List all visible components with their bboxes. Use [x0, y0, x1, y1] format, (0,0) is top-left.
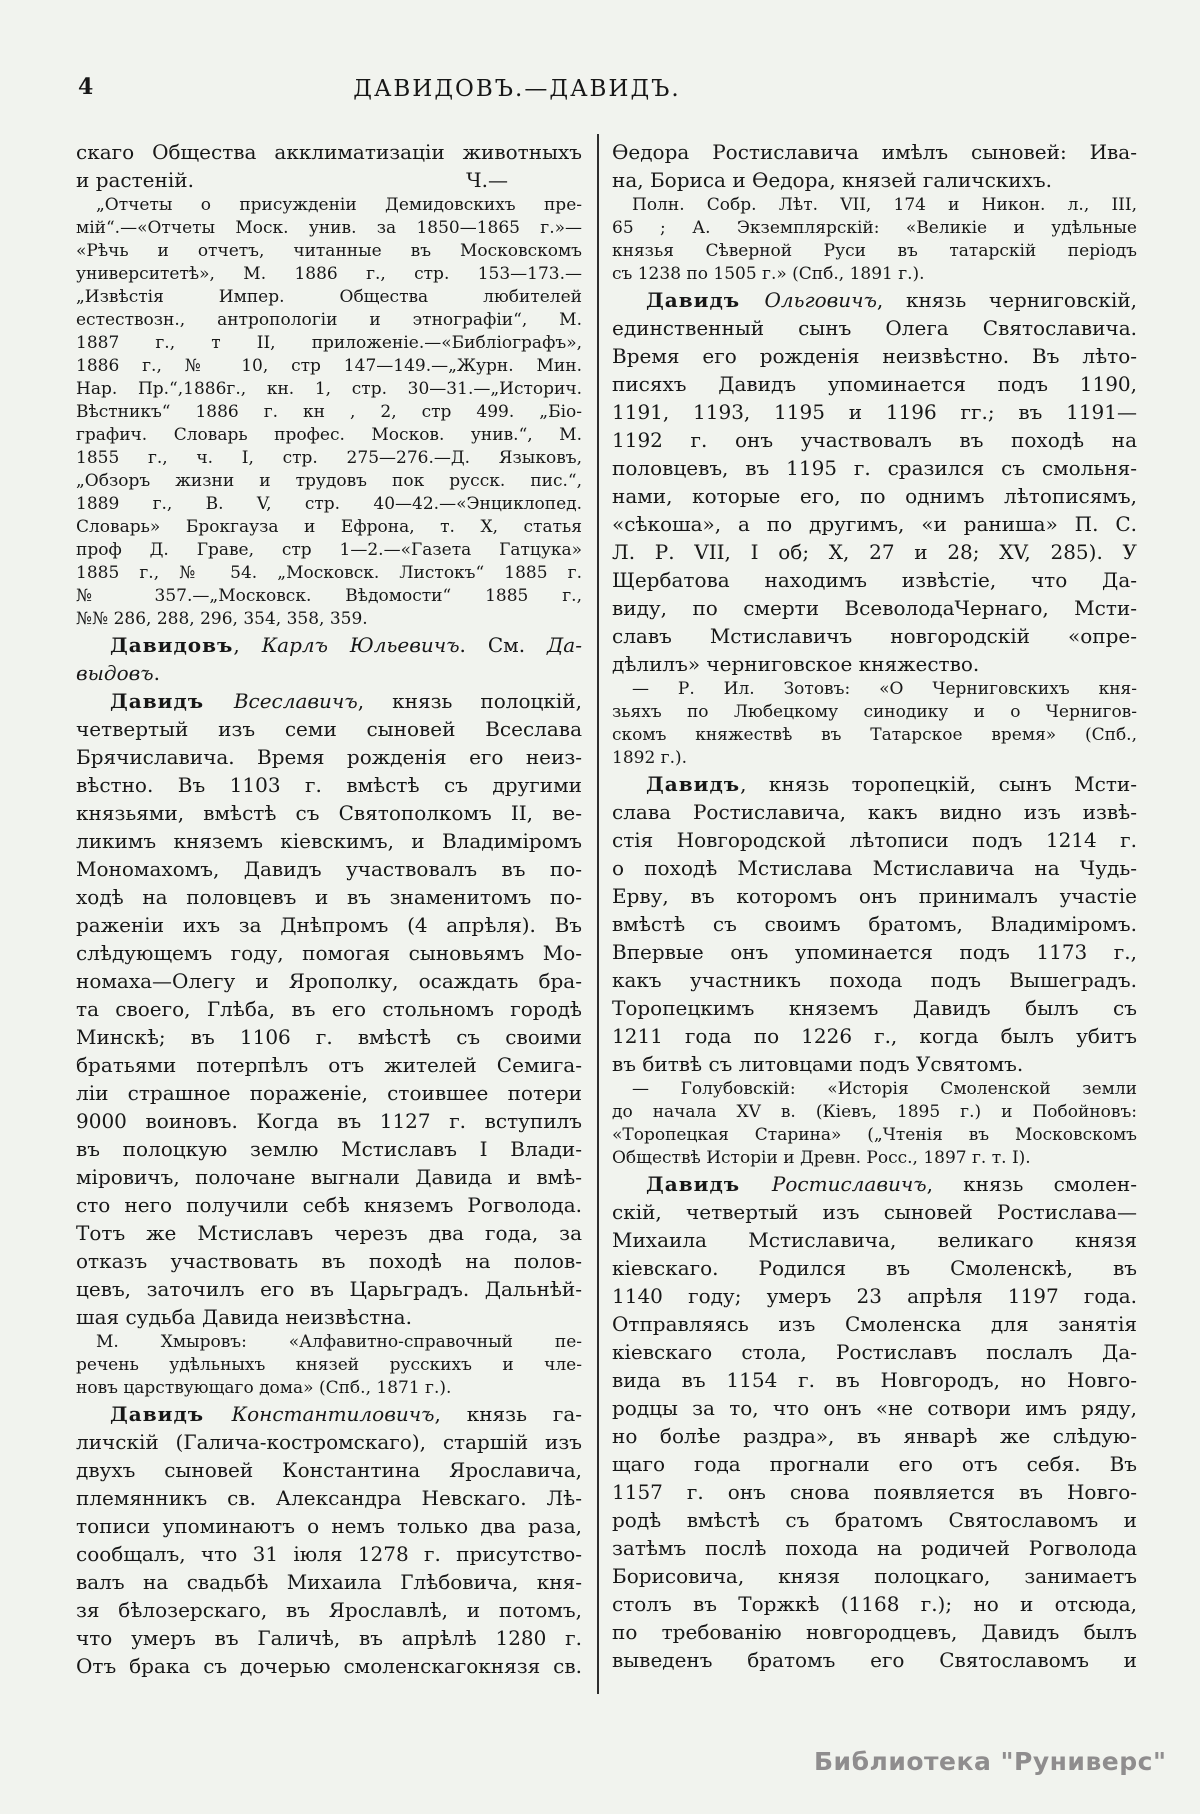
text-line — [612, 1590, 1137, 1618]
text-run: скомъ княжествѣ въ Татарское время» (Спб., — [612, 725, 1137, 745]
text-run: , князь смолен- — [926, 1172, 1137, 1196]
entry-paragraph — [612, 770, 1137, 1078]
text-run: Время его рожденія неизвѣстно. Въ лѣто- — [612, 344, 1137, 368]
text-run: Константиловичъ — [231, 1402, 435, 1426]
text-line — [76, 1247, 582, 1275]
text-line — [612, 1050, 1137, 1078]
text-line — [612, 910, 1137, 938]
text-line — [76, 631, 582, 659]
text-line — [76, 585, 582, 608]
text-run: — Р. Ил. Зотовъ: «О Черниговскихъ кня- — [632, 679, 1137, 699]
column-divider — [597, 134, 599, 1694]
text-run: 9000 воиновъ. Когда въ 1127 г. вступилъ — [76, 1109, 582, 1133]
text-run: Вѣстникъ“ 1886 г. кн , 2, стр 499. „Біо- — [76, 402, 582, 422]
text-run: . — [153, 661, 160, 685]
text-line — [76, 138, 582, 166]
entry-paragraph — [612, 138, 1137, 194]
text-line — [76, 967, 582, 995]
text-line — [76, 1303, 582, 1331]
text-run: Впервые онъ упоминается подъ 1173 г., — [612, 940, 1137, 964]
text-run: Ростиславичъ — [771, 1172, 927, 1196]
text-run: Тотъ же Мстиславъ черезъ два года, за — [76, 1221, 582, 1245]
text-run: . См. — [459, 633, 548, 657]
text-line — [76, 470, 582, 493]
text-line — [612, 566, 1137, 594]
text-line — [76, 562, 582, 585]
text-line — [76, 240, 582, 263]
text-run: племянникъ св. Александра Невскаго. Лѣ- — [76, 1486, 582, 1510]
text-line — [76, 1023, 582, 1051]
text-run: Мономахомъ, Давидъ участвовалъ въ по- — [76, 857, 582, 881]
text-line — [76, 1135, 582, 1163]
text-run: дѣлилъ» черниговское княжество. — [612, 652, 980, 676]
text-run: 1855 г., ч. I, стр. 275—276.—Д. Языковъ, — [76, 448, 582, 468]
entry-paragraph — [76, 687, 582, 1331]
text-line — [76, 1354, 582, 1377]
text-run: „Извѣстія Импер. Общества любителей — [76, 287, 582, 307]
text-line — [76, 378, 582, 401]
column-right — [612, 138, 1137, 1674]
text-line — [76, 1456, 582, 1484]
text-line — [76, 799, 582, 827]
entry-paragraph — [76, 631, 582, 687]
text-line — [76, 1428, 582, 1456]
text-run: 1885 г., № 54. „Московск. Листокъ“ 1885 г. — [76, 563, 582, 583]
text-line — [612, 1170, 1137, 1198]
text-run: вмѣстѣ съ своимъ братомъ, Владиміромъ. — [612, 912, 1137, 936]
text-run: личскій (Галича-костромскаго), старшій изъ — [76, 1430, 582, 1454]
text-run: единственный сынъ Олега Святославича. — [612, 316, 1137, 340]
text-run: Карлъ Юльевичъ — [261, 633, 460, 657]
text-run: ликимъ княземъ кіевскимъ, и Владиміромъ — [76, 829, 582, 853]
text-line — [612, 747, 1137, 770]
text-run: , князь черниговскій, — [876, 288, 1137, 312]
text-line — [612, 1478, 1137, 1506]
text-run: графич. Словарь профес. Москов. унив.“, М. — [76, 425, 582, 445]
text-line — [76, 1512, 582, 1540]
text-run: ходѣ на половцевъ и въ знаменитомъ по- — [76, 885, 582, 909]
text-line — [76, 309, 582, 332]
text-line — [76, 1540, 582, 1568]
text-run: 1887 г., т II, приложеніе.—«Библіографъ», — [76, 333, 582, 353]
text-run: братьями потерпѣлъ отъ жителей Семига- — [76, 1053, 582, 1077]
text-run: , — [233, 633, 262, 657]
text-run: кіевскаго. Родился въ Смоленскѣ, въ — [612, 1256, 1137, 1280]
entry-paragraph — [76, 138, 582, 194]
text-run: Ерву, въ которомъ онъ принималъ участіе — [612, 884, 1137, 908]
text-run: сообщалъ, что 31 іюля 1278 г. присутство- — [76, 1542, 582, 1566]
text-line — [612, 594, 1137, 622]
text-line — [76, 1377, 582, 1400]
text-run: но болѣе раздра», въ январѣ же слѣдую- — [612, 1424, 1137, 1448]
text-run: М. Хмыровъ: «Алфавитно-справочный пе- — [96, 1332, 582, 1352]
text-line — [612, 826, 1137, 854]
text-run: затѣмъ послѣ похода на родичей Рогволода — [612, 1536, 1137, 1560]
text-line — [612, 770, 1137, 798]
text-line — [612, 1254, 1137, 1282]
text-line — [76, 332, 582, 355]
text-line — [76, 217, 582, 240]
entry-headword: Давидъ — [110, 1402, 232, 1426]
text-run: съ 1238 по 1505 г.» (Спб., 1891 г.). — [612, 264, 925, 284]
text-run: родѣ вмѣстѣ съ братомъ Святославомъ и — [612, 1508, 1137, 1532]
text-run: Ч.— — [466, 168, 508, 192]
text-run: кіевскаго стола, Ростиславъ послалъ Да- — [612, 1340, 1137, 1364]
text-run: Брячиславича. Время рожденія его неиз- — [76, 745, 582, 769]
reference-paragraph — [612, 194, 1137, 286]
text-run: столъ въ Торжкѣ (1168 г.); но и отсюда, — [612, 1592, 1137, 1616]
text-run: речень удѣльныхъ князей русскихъ и чле- — [76, 1355, 582, 1375]
text-run: вида въ 1154 г. въ Новгородъ, но Новго- — [612, 1368, 1137, 1392]
text-run: о походѣ Мстислава Мстиславича на Чудь- — [612, 856, 1137, 880]
text-run: Всеславичъ — [233, 689, 358, 713]
text-run: Ольговичъ — [764, 288, 877, 312]
text-line — [76, 1331, 582, 1354]
text-line — [612, 678, 1137, 701]
text-run: валъ на свадьбѣ Михаила Глѣбовича, кня- — [76, 1570, 582, 1594]
text-run: 1211 года по 1226 г., когда былъ убитъ — [612, 1024, 1137, 1048]
text-line — [612, 454, 1137, 482]
entry-paragraph — [612, 1170, 1137, 1674]
text-line — [76, 1051, 582, 1079]
text-run: Обществѣ Исторіи и Древн. Росс., 1897 г. т. I). — [612, 1148, 1031, 1168]
text-run: — Голубовскій: «Исторія Смоленской земли — [632, 1079, 1137, 1099]
text-run: 1157 г. онъ снова появляется въ Новго- — [612, 1480, 1137, 1504]
text-line — [612, 1147, 1137, 1170]
text-run: Л. Р. VII, I об; X, 27 и 28; XV, 285). У — [612, 540, 1137, 564]
text-line — [612, 622, 1137, 650]
text-run: какъ участникъ похода подъ Вышеградъ. — [612, 968, 1137, 992]
text-run: номаха—Олегу и Ярополку, осаждать бра- — [76, 969, 582, 993]
text-run: Нар. Пр.“,1886г., кн. 1, стр. 30—31.—„Историч. — [76, 379, 582, 399]
text-run: скій, четвертый изъ сыновей Ростислава— — [612, 1200, 1137, 1224]
text-line — [612, 798, 1137, 826]
text-run: шая судьба Давида неизвѣстна. — [76, 1305, 412, 1329]
text-run: , князь га- — [434, 1402, 582, 1426]
text-run: 1889 г., В. V, стр. 40—42.—«Энциклопед. — [76, 494, 582, 514]
text-line — [76, 995, 582, 1023]
text-run: 1886 г., № 10, стр 147—149.—„Журн. Мин. — [76, 356, 582, 376]
text-run: новъ царствующаго дома» (Спб., 1871 г.). — [76, 1378, 452, 1398]
text-run: университетѣ», М. 1886 г., стр. 153—173.— — [76, 264, 582, 284]
text-run: естествозн., антропологіи и этнографіи“, М. — [76, 310, 582, 330]
text-line — [612, 1618, 1137, 1646]
text-line — [612, 426, 1137, 454]
text-run: выдовъ — [76, 661, 154, 685]
text-line — [612, 263, 1137, 286]
text-line — [76, 1191, 582, 1219]
text-line — [612, 398, 1137, 426]
text-line — [76, 743, 582, 771]
text-run: что умеръ въ Галичѣ, въ апрѣлѣ 1280 г. — [76, 1626, 582, 1650]
text-run: выведенъ братомъ его Святославомъ и — [612, 1648, 1137, 1672]
text-line — [612, 1394, 1137, 1422]
text-line — [76, 447, 582, 470]
entry-headword: Давидъ — [110, 689, 234, 713]
text-line — [612, 1198, 1137, 1226]
text-line — [76, 1163, 582, 1191]
text-run: зя бѣлозерскаго, въ Ярославлѣ, и потомъ, — [76, 1598, 582, 1622]
text-run: Ѳедора Ростиславича имѣлъ сыновей: Ива- — [612, 140, 1137, 164]
page-number: 4 — [78, 74, 94, 100]
text-run: «Торопецкая Старина» („Чтенія въ Московскомъ — [612, 1125, 1137, 1145]
text-run: «сѣкоша», а по другимъ, «и раниша» П. С. — [612, 512, 1137, 536]
text-line — [76, 355, 582, 378]
text-run: въ битвѣ съ литовцами подъ Усвятомъ. — [612, 1052, 1024, 1076]
text-run: 1191, 1193, 1195 и 1196 гг.; въ 1191— — [612, 400, 1137, 424]
text-run: вѣстно. Въ 1103 г. вмѣстѣ съ другими — [76, 773, 582, 797]
text-line — [76, 771, 582, 799]
text-line — [612, 286, 1137, 314]
text-run: «Рѣчь и отчетъ, читанные въ Московскомъ — [76, 241, 582, 261]
text-line — [612, 966, 1137, 994]
text-line — [612, 166, 1137, 194]
text-line — [76, 1107, 582, 1135]
text-line — [612, 482, 1137, 510]
text-line — [76, 424, 582, 447]
text-run: половцевъ, въ 1195 г. сразился съ смольня- — [612, 456, 1137, 480]
text-run: № 357.—„Московск. Вѣдомости“ 1885 г., — [76, 586, 582, 606]
text-line — [76, 827, 582, 855]
text-run: писяхъ Давидъ упоминается подъ 1190, — [612, 372, 1137, 396]
text-line — [76, 715, 582, 743]
text-run: на, Бориса и Ѳедора, князей галичскихъ. — [612, 168, 1052, 192]
text-run: Борисовича, князя полоцкаго, занимаетъ — [612, 1564, 1137, 1588]
watermark: Библиотека "Руниверс" — [814, 1747, 1167, 1776]
text-run: въ полоцкую землю Мстиславъ I Влади- — [76, 1137, 582, 1161]
reference-paragraph — [612, 1078, 1137, 1170]
text-run: 1892 г.). — [612, 748, 688, 768]
text-line — [76, 493, 582, 516]
text-line — [76, 1079, 582, 1107]
text-line — [76, 911, 582, 939]
text-line — [612, 854, 1137, 882]
text-line — [612, 938, 1137, 966]
text-run: князья Сѣверной Руси въ татарскій періодъ — [612, 241, 1137, 261]
text-run: №№ 286, 288, 296, 354, 358, 359. — [76, 609, 368, 629]
text-line — [76, 1484, 582, 1512]
text-line — [76, 539, 582, 562]
text-run: славъ Мстиславичъ новгородскій «опре- — [612, 624, 1137, 648]
reference-paragraph — [76, 194, 582, 631]
entry-headword: Давидъ — [646, 772, 741, 796]
text-line — [76, 939, 582, 967]
text-line — [76, 166, 582, 194]
text-line — [76, 516, 582, 539]
column-left — [76, 138, 582, 1680]
text-run: зьяхъ по Любецкому синодику и о Чернигов- — [612, 702, 1137, 722]
text-line — [76, 1219, 582, 1247]
text-line — [612, 138, 1137, 166]
text-line — [612, 724, 1137, 747]
text-run: Михаила Мстиславича, великаго князя — [612, 1228, 1137, 1252]
text-line — [612, 1450, 1137, 1478]
text-run: сто него получили себѣ княземъ Рогволода. — [76, 1193, 582, 1217]
text-run: „Отчеты о присужденіи Демидовскихъ пре- — [96, 195, 582, 215]
text-line — [76, 855, 582, 883]
text-line — [612, 538, 1137, 566]
text-line — [612, 1022, 1137, 1050]
text-run: проф Д. Граве, стр 1—2.—«Газета Гатцука» — [76, 540, 582, 560]
entry-headword: Давидъ — [646, 1172, 772, 1196]
text-run: тописи упоминаютъ о немъ только два раза, — [76, 1514, 582, 1538]
text-run: Отправляясь изъ Смоленска для занятія — [612, 1312, 1137, 1336]
text-run: князьями, вмѣстѣ съ Святополкомъ II, ве- — [76, 801, 582, 825]
text-run: Отъ брака съ дочерью смоленскагокнязя св. — [76, 1654, 582, 1678]
text-run: виду, по смерти ВсеволодаЧернаго, Мсти- — [612, 596, 1137, 620]
text-line — [612, 1124, 1137, 1147]
text-run: міровичъ, полочане выгнали Давида и вмѣ- — [76, 1165, 582, 1189]
text-run: 1192 г. онъ участвовалъ въ походѣ на — [612, 428, 1137, 452]
text-line — [612, 994, 1137, 1022]
text-run: Торопецкимъ княземъ Давидъ былъ съ — [612, 996, 1137, 1020]
text-line — [76, 659, 582, 687]
text-line — [612, 1422, 1137, 1450]
text-line — [612, 240, 1137, 263]
text-line — [612, 1226, 1137, 1254]
reference-paragraph — [76, 1331, 582, 1400]
text-line — [612, 1366, 1137, 1394]
text-line — [612, 510, 1137, 538]
text-line — [612, 217, 1137, 240]
text-run: двухъ сыновей Константина Ярославича, — [76, 1458, 582, 1482]
text-run: „Обзоръ жизни и трудовъ пок русск. пис.“, — [76, 471, 582, 491]
text-run: Щербатова находимъ извѣстіе, что Да- — [612, 568, 1137, 592]
text-line — [612, 882, 1137, 910]
text-run: цевъ, заточилъ его въ Царьградъ. Дальнѣй- — [76, 1277, 582, 1301]
text-run: 65 ; А. Экземплярскій: «Великіе и удѣльные — [612, 218, 1137, 238]
text-line — [612, 650, 1137, 678]
text-line — [76, 1400, 582, 1428]
entry-paragraph — [612, 286, 1137, 678]
text-line — [612, 1646, 1137, 1674]
text-line — [76, 883, 582, 911]
text-line — [76, 194, 582, 217]
text-line — [612, 342, 1137, 370]
text-line — [612, 1338, 1137, 1366]
text-line — [76, 401, 582, 424]
text-run: та своего, Глѣба, въ его стольномъ городѣ — [76, 997, 582, 1021]
text-line — [76, 687, 582, 715]
text-line — [76, 1568, 582, 1596]
entry-headword: Давидъ — [646, 288, 765, 312]
text-run: раженіи ихъ за Днѣпромъ (4 апрѣля). Въ — [76, 913, 582, 937]
running-head: ДАВИДОВЪ.—ДАВИДЪ. — [353, 76, 681, 102]
text-run: ліи страшное пораженіе, стоившее потери — [76, 1081, 582, 1105]
text-line — [76, 286, 582, 309]
text-line — [612, 701, 1137, 724]
text-line — [76, 1652, 582, 1680]
text-run: , князь полоцкій, — [357, 689, 582, 713]
text-line — [76, 1596, 582, 1624]
text-run: 1140 году; умеръ 23 апрѣля 1197 года. — [612, 1284, 1137, 1308]
text-run: стія Новгородской лѣтописи подъ 1214 г. — [612, 828, 1137, 852]
text-line — [612, 1078, 1137, 1101]
text-run: Словарь» Брокгауза и Ефрона, т. X, статья — [76, 517, 582, 537]
text-line — [612, 1310, 1137, 1338]
text-line — [612, 1534, 1137, 1562]
text-run: Да- — [547, 633, 582, 657]
reference-paragraph — [612, 678, 1137, 770]
entry-paragraph — [76, 1400, 582, 1680]
text-line — [76, 1624, 582, 1652]
text-run: Полн. Собр. Лѣт. VII, 174 и Никон. л., III, — [632, 195, 1137, 215]
text-run: , князь торопецкій, сынъ Мсти- — [740, 772, 1137, 796]
text-run: нами, которые его, по однимъ лѣтописямъ, — [612, 484, 1137, 508]
text-line — [612, 370, 1137, 398]
text-run: щаго года прогнали его отъ себя. Въ — [612, 1452, 1137, 1476]
text-run: до начала XV в. (Кіевъ, 1895 г.) и Побойновъ: — [612, 1102, 1137, 1122]
text-run: и растеній. — [76, 168, 194, 192]
text-line — [612, 1562, 1137, 1590]
text-run: по требованію новгородцевъ, Давидъ былъ — [612, 1620, 1137, 1644]
text-line — [76, 608, 582, 631]
text-line — [612, 194, 1137, 217]
text-line — [612, 1506, 1137, 1534]
text-run: мій“.—«Отчеты Моск. унив. за 1850—1865 г.»— — [76, 218, 582, 238]
text-run: скаго Общества акклиматизаціи животныхъ — [76, 140, 582, 164]
text-run: слава Ростиславича, какъ видно изъ извѣ- — [612, 800, 1137, 824]
text-run: отказъ участвовать въ походѣ на полов- — [76, 1249, 582, 1273]
text-line — [612, 1282, 1137, 1310]
entry-headword: Давидовъ — [110, 633, 234, 657]
text-run: слѣдующемъ году, помогая сыновьямъ Мо- — [76, 941, 582, 965]
text-run: родцы за то, что онъ «не сотвори имъ ряду, — [612, 1396, 1137, 1420]
text-run: четвертый изъ семи сыновей Всеслава — [76, 717, 582, 741]
text-line — [612, 1101, 1137, 1124]
text-line — [612, 314, 1137, 342]
text-line — [76, 263, 582, 286]
text-line — [76, 1275, 582, 1303]
text-run: Минскѣ; въ 1106 г. вмѣстѣ съ своими — [76, 1025, 582, 1049]
